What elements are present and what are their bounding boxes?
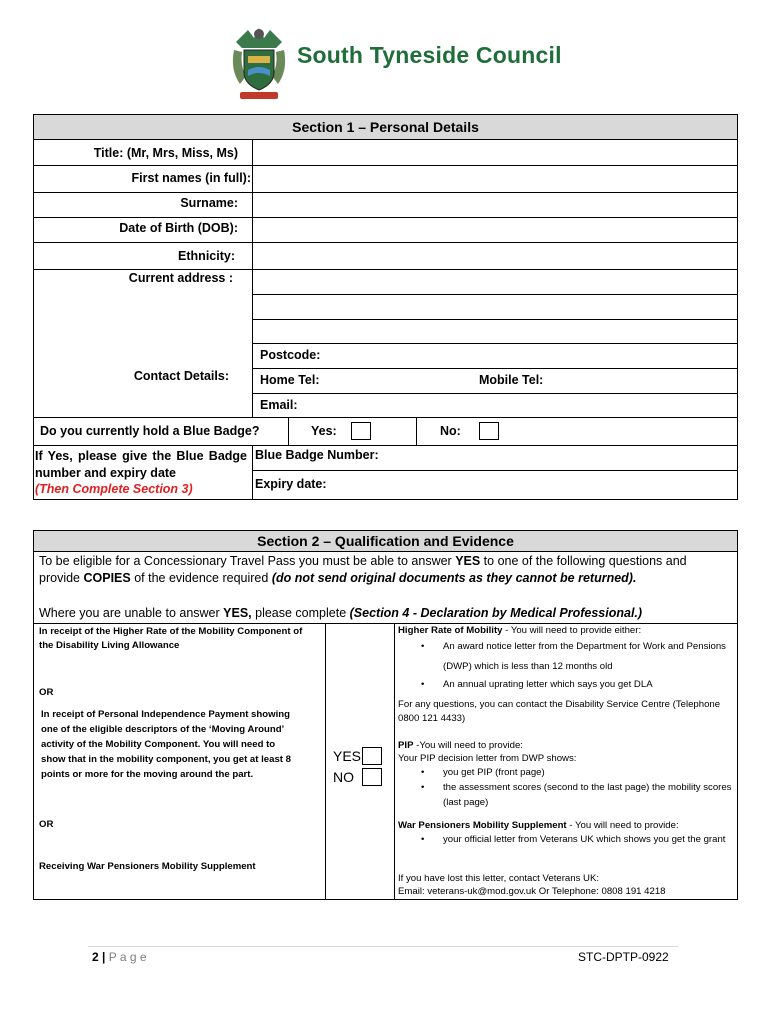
contact-details-label: Contact Details: — [133, 369, 229, 383]
yes-box-label: YES — [333, 748, 362, 764]
lost-letter-text: If you have lost this letter, contact Veterans UK: — [398, 873, 600, 884]
surname-field[interactable] — [255, 194, 735, 216]
section-2-title: Section 2 – Qualification and Evidence — [257, 533, 514, 549]
dob-label: Date of Birth (DOB): — [119, 221, 238, 235]
qualification-no-checkbox[interactable] — [362, 768, 382, 786]
evidence-pip-bullet-1: • you get PIP (front page) — [443, 766, 733, 781]
first-names-field[interactable] — [255, 167, 735, 191]
evidence-war-heading: War Pensioners Mobility Supplement - You will need to provide: — [398, 820, 679, 831]
evidence-pip-subtext: Your PIP decision letter from DWP shows: — [398, 753, 577, 764]
ethnicity-field[interactable] — [255, 244, 735, 268]
document-code: STC-DPTP-0922 — [578, 950, 669, 964]
badge-number-label: Blue Badge Number: — [255, 448, 379, 462]
no-label: No: — [440, 424, 461, 438]
blue-badge-question: Do you currently hold a Blue Badge? — [40, 424, 260, 438]
section-1-header — [33, 114, 738, 140]
expiry-date-label: Expiry date: — [255, 477, 327, 491]
section-2-header — [33, 530, 738, 552]
ethnicity-label: Ethnicity: — [178, 249, 235, 263]
title-label: Title: (Mr, Mrs, Miss, Ms) — [93, 146, 238, 160]
eligibility-intro: To be eligible for a Concessionary Travel Pass you must be able to answer YES to one of the following questions and provide COPIES of the evidence required (do not send original documents as they cannot be returned). — [39, 554, 687, 585]
unable-to-answer-text: Where you are unable to answer YES, please complete (Section 4 - Declaration by Medical Professional.) — [39, 606, 643, 620]
blue-badge-no-checkbox[interactable] — [479, 422, 499, 440]
title-field[interactable] — [255, 142, 735, 164]
then-complete-section-3: (Then Complete Section 3) — [35, 482, 193, 496]
evidence-higher-rate-bullet-1: • An award notice letter from the Department for Work and Pensions (DWP) which is less than 12 months old — [443, 637, 733, 677]
address-field[interactable] — [255, 271, 735, 341]
home-tel-label: Home Tel: — [260, 373, 320, 387]
first-names-label: First names (in full): — [131, 171, 251, 185]
evidence-higher-rate-heading: Higher Rate of Mobility - You will need to provide either: — [398, 625, 642, 636]
postcode-label: Postcode: — [260, 348, 321, 362]
council-crest-icon — [228, 20, 290, 102]
footer-divider — [88, 946, 678, 947]
question-higher-rate: In receipt of the Higher Rate of the Mobility Component of the Disability Living Allowance — [39, 626, 303, 651]
evidence-war-bullet-1: • your official letter from Veterans UK which shows you get the grant — [443, 833, 733, 848]
yes-label: Yes: — [311, 424, 337, 438]
qualification-yes-checkbox[interactable] — [362, 747, 382, 765]
disability-service-contact: For any questions, you can contact the Disability Service Centre (Telephone 0800 121 4433) — [398, 699, 721, 724]
veterans-uk-contact: Email: veterans-uk@mod.gov.uk Or Telephone: 0808 191 4218 — [398, 886, 666, 897]
or-1: OR — [39, 687, 54, 698]
evidence-pip-bullet-2: • the assessment scores (second to the last page) the mobility scores (last page) — [443, 781, 733, 810]
surname-label: Surname: — [180, 196, 238, 210]
no-box-label: NO — [333, 769, 354, 785]
page-number: 2 | P a g e — [92, 950, 147, 964]
section-1-personal-details — [33, 114, 738, 500]
blue-badge-yes-checkbox[interactable] — [351, 422, 371, 440]
section-1-title: Section 1 – Personal Details — [292, 119, 479, 135]
dob-field[interactable] — [255, 219, 735, 241]
section-2-qualification — [33, 530, 738, 900]
email-label: Email: — [260, 398, 298, 412]
question-war-pensioners: Receiving War Pensioners Mobility Supplement — [39, 861, 256, 872]
question-pip: In receipt of Personal Independence Payment showing one of the eligible descriptors of the ‘Moving Around’ activity of the Mobility Component. You will need to show that in the mobility component, you get at least 8 points or more for the moving around the part. — [41, 709, 291, 780]
or-2: OR — [39, 819, 54, 830]
address-label: Current address : — [128, 271, 233, 285]
council-name: South Tyneside Council — [297, 42, 562, 68]
evidence-higher-rate-bullet-2: • An annual uprating letter which says you get DLA — [443, 678, 733, 693]
if-yes-text: If Yes, please give the Blue Badge number and expiry date — [35, 449, 247, 480]
evidence-pip-heading: PIP -You will need to provide: — [398, 740, 523, 751]
mobile-tel-label: Mobile Tel: — [479, 373, 544, 387]
